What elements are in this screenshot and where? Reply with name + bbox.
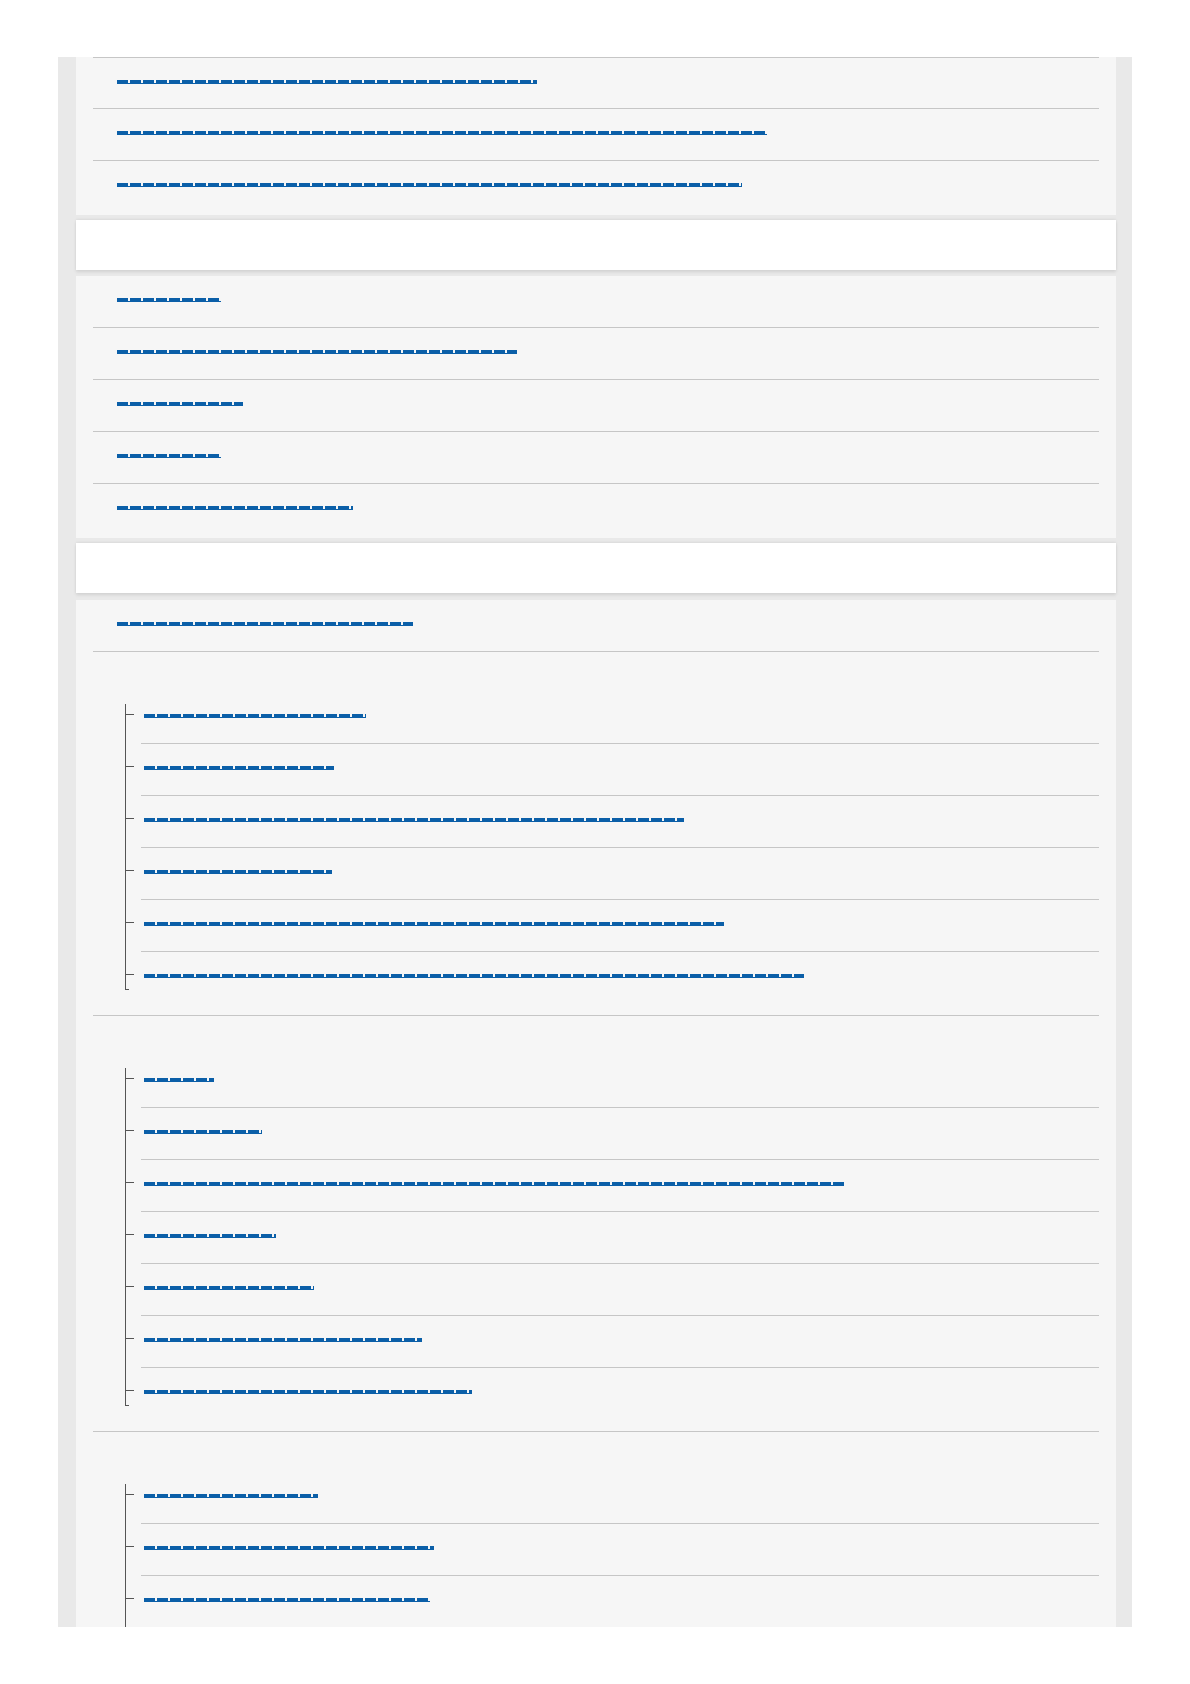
list-item[interactable] xyxy=(141,900,1099,952)
list-item[interactable] xyxy=(141,1108,1099,1160)
topic-link[interactable] xyxy=(144,1078,214,1082)
tree-line xyxy=(125,704,129,990)
topic-link[interactable] xyxy=(117,298,221,302)
list-item[interactable] xyxy=(93,161,1099,213)
topic-link[interactable] xyxy=(144,1286,314,1290)
sub-topic-group xyxy=(93,1016,1099,1432)
topic-link[interactable] xyxy=(117,622,413,626)
topic-link[interactable] xyxy=(117,80,537,84)
topic-link[interactable] xyxy=(144,922,724,926)
list-item[interactable] xyxy=(141,1212,1099,1264)
topic-link[interactable] xyxy=(117,350,517,354)
sub-topic-group xyxy=(93,652,1099,1016)
topic-link[interactable] xyxy=(117,131,767,135)
section-heading xyxy=(76,220,1116,270)
tree-line xyxy=(125,1068,129,1406)
topic-link[interactable] xyxy=(144,1234,276,1238)
list-item[interactable] xyxy=(141,1160,1099,1212)
topic-link[interactable] xyxy=(117,506,353,510)
topic-link[interactable] xyxy=(144,870,332,874)
topic-link[interactable] xyxy=(144,766,334,770)
list-item[interactable] xyxy=(93,328,1099,380)
list-item[interactable] xyxy=(93,380,1099,432)
list-item[interactable] xyxy=(93,432,1099,484)
topic-link[interactable] xyxy=(144,714,366,718)
list-item[interactable] xyxy=(93,109,1099,161)
list-item[interactable] xyxy=(141,1524,1099,1576)
section-heading xyxy=(76,543,1116,593)
topic-link[interactable] xyxy=(144,1338,422,1342)
list-item[interactable] xyxy=(141,1264,1099,1316)
topic-link[interactable] xyxy=(144,1598,430,1602)
list-item[interactable] xyxy=(93,600,1099,652)
topic-link[interactable] xyxy=(144,1546,434,1550)
topic-link[interactable] xyxy=(117,183,742,187)
list-item[interactable] xyxy=(141,1576,1099,1627)
topic-link[interactable] xyxy=(144,818,684,822)
list-item[interactable] xyxy=(93,276,1099,328)
tree-line xyxy=(125,1484,129,1627)
topic-link[interactable] xyxy=(144,1390,472,1394)
list-item[interactable] xyxy=(93,484,1099,536)
help-page xyxy=(58,57,1132,1627)
list-item[interactable] xyxy=(141,1472,1099,1524)
list-item[interactable] xyxy=(141,692,1099,744)
list-item[interactable] xyxy=(141,1368,1099,1420)
topic-link[interactable] xyxy=(144,1130,262,1134)
topic-list-panel xyxy=(76,57,1116,215)
topic-list-panel xyxy=(76,600,1116,1627)
topic-list-panel xyxy=(76,276,1116,538)
topic-link[interactable] xyxy=(117,454,221,458)
list-item[interactable] xyxy=(141,744,1099,796)
list-item[interactable] xyxy=(93,57,1099,109)
list-item[interactable] xyxy=(141,848,1099,900)
sub-topic-group xyxy=(93,1432,1099,1627)
topic-link[interactable] xyxy=(117,402,243,406)
topic-link[interactable] xyxy=(144,974,804,978)
list-item[interactable] xyxy=(141,1316,1099,1368)
topic-link[interactable] xyxy=(144,1494,318,1498)
topic-link[interactable] xyxy=(144,1182,844,1186)
list-item[interactable] xyxy=(141,796,1099,848)
list-item[interactable] xyxy=(141,952,1099,1004)
list-item[interactable] xyxy=(141,1056,1099,1108)
